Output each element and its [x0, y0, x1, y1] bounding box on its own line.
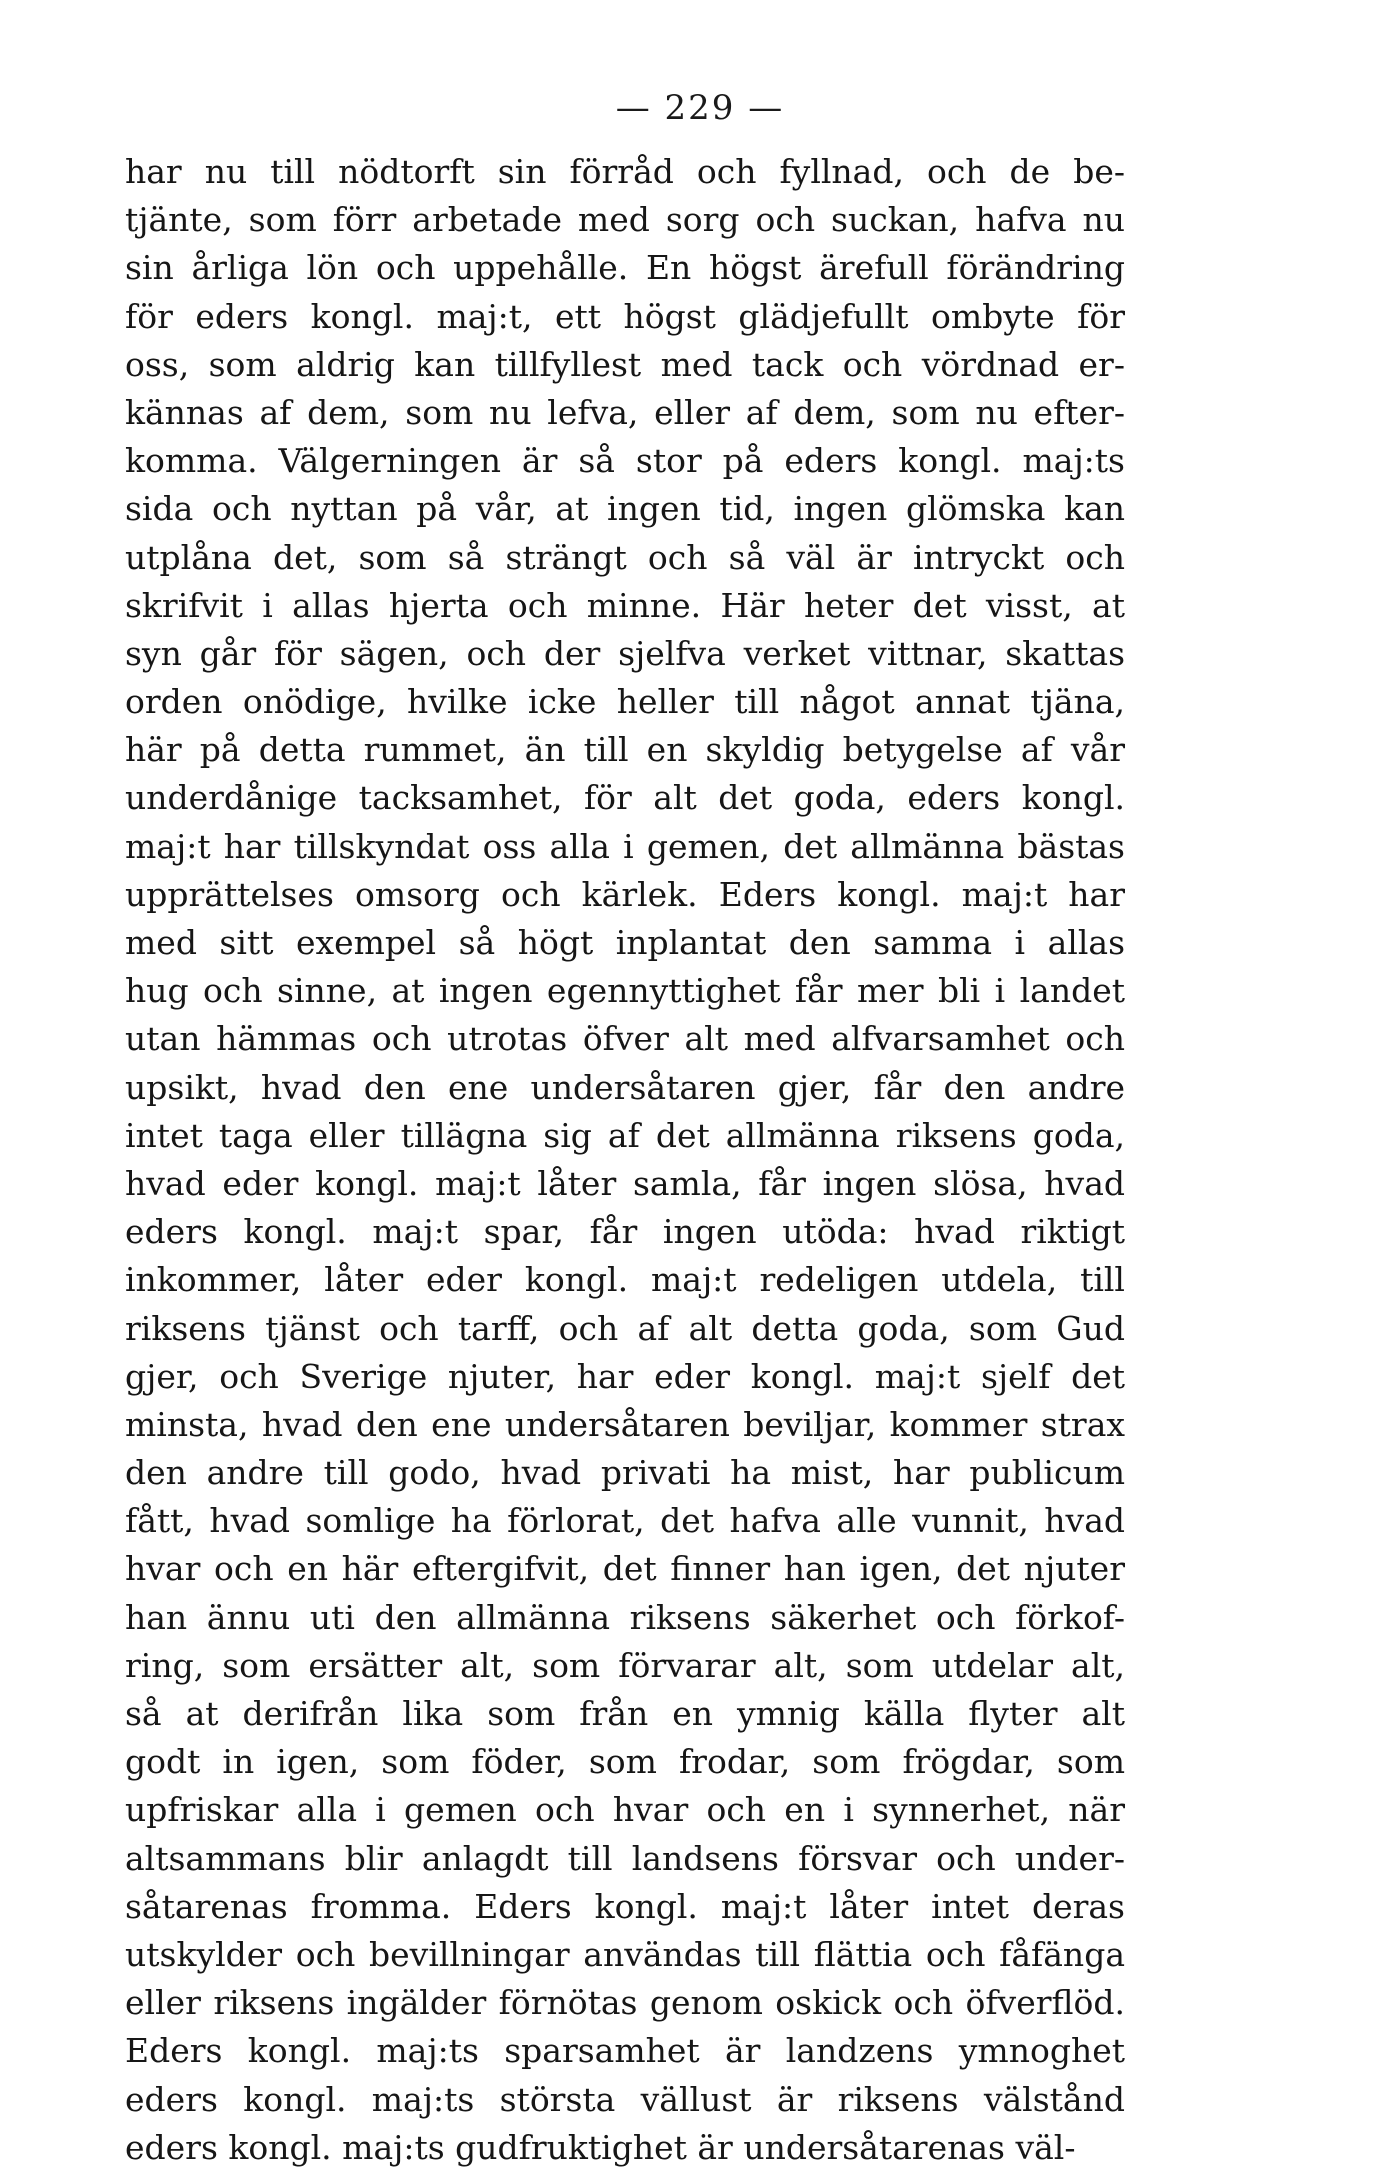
text-line: såtarenas fromma. Eders kongl. maj:t låter intet deras [125, 1886, 1125, 1926]
text-line: eders kongl. maj:ts största vällust är riksens välstånd [125, 2079, 1125, 2119]
text-line: den andre till godo, hvad privati ha mist, har publicum [125, 1453, 1125, 1493]
body-text [125, 148, 1125, 2172]
text-line: maj:t har tillskyndat oss alla i gemen, det allmänna bästas [125, 826, 1125, 866]
text-line: hug och sinne, at ingen egennyttighet får mer bli i landet [125, 971, 1125, 1011]
text-line: han ännu uti den allmänna riksens säkerhet och förkof- [125, 1597, 1125, 1637]
text-line: skrifvit i allas hjerta och minne. Här heter det visst, at [125, 585, 1125, 625]
text-line: har nu till nödtorft sin förråd och fyllnad, och de be- [125, 152, 1125, 191]
text-line: hvar och en här eftergifvit, det finner han igen, det njuter [125, 1549, 1125, 1589]
text-line: fått, hvad somlige ha förlorat, det hafva alle vunnit, hvad [125, 1501, 1125, 1541]
text-line: eders kongl. maj:t spar, får ingen utöda: hvad riktigt [125, 1212, 1125, 1252]
text-line: med sitt exempel så högt inplantat den samma i allas [125, 923, 1125, 962]
text-line: Eders kongl. maj:ts sparsamhet är landzens ymnoghet [125, 2031, 1125, 2071]
text-line: ring, som ersätter alt, som förvarar alt, som utdelar alt, [125, 1645, 1125, 1685]
text-line: sin årliga lön och uppehålle. En högst ärefull förändring [125, 248, 1125, 288]
text-line: hvad eder kongl. maj:t låter samla, får ingen slösa, hvad [125, 1163, 1125, 1203]
text-line: eders kongl. maj:ts gudfruktighet är undersåtarenas väl- [125, 2127, 1076, 2167]
text-line: upfriskar alla i gemen och hvar och en i synnerhet, när [125, 1790, 1125, 1830]
text-line: orden onödige, hvilke icke heller till något annat tjäna, [125, 682, 1125, 722]
text-line: gjer, och Sverige njuter, har eder kongl. maj:t sjelf det [125, 1356, 1125, 1396]
text-line: upprättelses omsorg och kärlek. Eders kongl. maj:t har [125, 874, 1125, 914]
text-line: godt in igen, som föder, som frodar, som frögdar, som [125, 1742, 1125, 1782]
text-line: altsammans blir anlagdt till landsens försvar och under- [125, 1838, 1125, 1878]
text-line: för eders kongl. maj:t, ett högst glädjefullt ombyte för [125, 296, 1125, 336]
text-line: upsikt, hvad den ene undersåtaren gjer, får den andre [125, 1067, 1125, 1107]
text-line: kännas af dem, som nu lefva, eller af dem, som nu efter- [125, 392, 1125, 432]
page-number: — 229 — [615, 88, 785, 128]
text-line: syn går för sägen, och der sjelfva verket vittnar, skattas [125, 633, 1125, 673]
text-line: eller riksens ingälder förnötas genom oskick och öfverflöd. [125, 1983, 1125, 2023]
text-line: här på detta rummet, än till en skyldig betygelse af vår [125, 730, 1125, 770]
text-line: minsta, hvad den ene undersåtaren beviljar, kommer strax [125, 1404, 1125, 1444]
text-line: utan hämmas och utrotas öfver alt med alfvarsamhet och [125, 1019, 1125, 1059]
text-line: riksens tjänst och tarff, och af alt detta goda, som Gud [125, 1308, 1125, 1348]
text-line: intet taga eller tillägna sig af det allmänna riksens goda, [125, 1115, 1125, 1155]
text-line: oss, som aldrig kan tillfyllest med tack och vördnad er- [125, 344, 1125, 384]
text-line: inkommer, låter eder kongl. maj:t redeligen utdela, till [125, 1260, 1125, 1300]
text-line: komma. Välgerningen är så stor på eders kongl. maj:ts [125, 441, 1125, 481]
text-line: så at derifrån lika som från en ymnig källa flyter alt [125, 1694, 1125, 1733]
text-line: sida och nyttan på vår, at ingen tid, ingen glömska kan [125, 489, 1125, 529]
text-line: underdånige tacksamhet, för alt det goda, eders kongl. [125, 778, 1125, 818]
text-line: utskylder och bevillningar användas till flättia och fåfänga [125, 1934, 1125, 1974]
text-line: tjänte, som förr arbetade med sorg och suckan, hafva nu [125, 200, 1125, 240]
text-line: utplåna det, som så strängt och så väl är intryckt och [125, 537, 1125, 577]
